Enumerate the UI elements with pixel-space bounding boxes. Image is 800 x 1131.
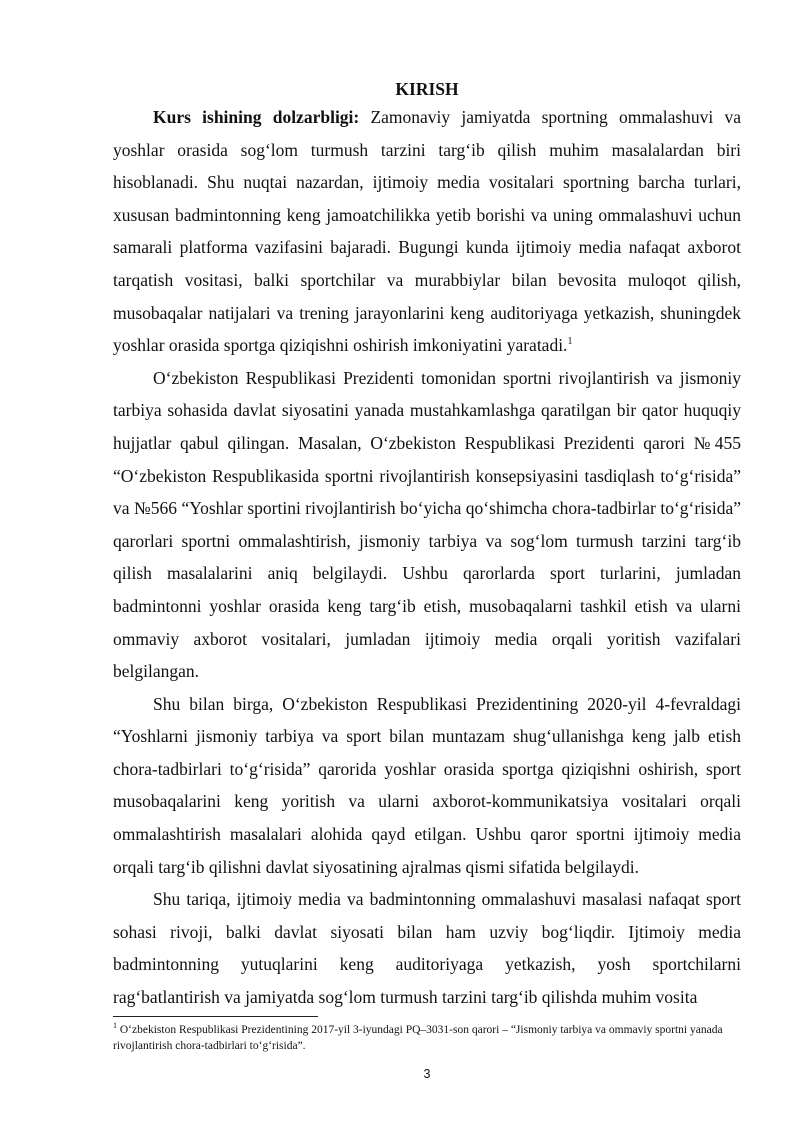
- footnote-mark: 1: [113, 1021, 117, 1031]
- footnote-separator: [113, 1016, 318, 1017]
- footnote-reference[interactable]: 1: [567, 336, 573, 348]
- paragraph-conclusion: Shu tariqa, ijtimoiy media va badmintonning ommalashuvi masalasi nafaqat sport sohasi rivoji, balki davlat siyosati bilan ham uzviy bog‘liqdir. Ijtimoiy media badmintonning yutuqlarini keng auditoriyaga yetkazish, yosh sportchilarni rag‘batlantirish va jamiyatda sog‘lom turmush tarzini targ‘ib qilishda muhim vosita: [113, 889, 741, 1008]
- body-text: [113, 101, 741, 1014]
- footnote: [113, 1022, 741, 1054]
- paragraph-2020-decree: Shu bilan birga, O‘zbekiston Respublikasi Prezidentining 2020-yil 4-fevraldagi “Yoshlarni jismoniy tarbiya va sport bilan muntazam shug‘ullanishga keng jalb etish chora-tadbirlari to‘g‘risida” qarorida yoshlar orasida sportga qiziqishni oshirish, sport musobaqalarini keng yoritish va ularni axborot-kommunikatsiya vositalari orqali ommalashtirish masalalari alohida qayd etilgan. Ushbu qaror sportni ijtimoiy media orqali targ‘ib qilishni davlat siyosatining ajralmas qismi sifatida belgilaydi.: [113, 693, 741, 877]
- paragraph-presidential-decrees: O‘zbekiston Respublikasi Prezidenti tomonidan sportni rivojlantirish va jismoniy tarbiya sohasida davlat siyosatini yanada mustahkamlashga qaratilgan bir qator huquqiy hujjatlar qabul qilingan. Masalan, O‘zbekiston Respublikasi Prezidenti qarori №455 “O‘zbekiston Respublikasida sportni rivojlantirish konsepsiyasini tasdiqlash to‘g‘risida” va №566 “Yoshlar sportini rivojlantirish bo‘yicha qo‘shimcha chora-tadbirlar to‘g‘risida” qarorlari sportni ommalashtirish, jismoniy tarbiya va sog‘lom turmush tarzini targ‘ib qilish masalalarini aniq belgilaydi. Ushbu qarorlarda sport turlarini, jumladan badmintonni yoshlar orasida keng targ‘ib etish, musobaqalarni tashkil etish va ularni ommaviy axborot vositalari, jumladan ijtimoiy media orqali yoritish vazifalari belgilangan.: [113, 367, 741, 682]
- section-heading: KIRISH: [395, 79, 459, 99]
- paragraph-relevance: [113, 101, 741, 362]
- paragraph-lead: Kurs ishining dolzarbligi:: [153, 107, 360, 127]
- page-number: 3: [423, 1067, 431, 1081]
- paragraph-text: Zamonaviy jamiyatda sportning ommalashuvi va yoshlar orasida sog‘lom turmush tarzini targ‘ib qilish muhim masalalardan biri hisoblanadi. Shu nuqtai nazardan, ijtimoiy media vositalari sportning barcha turlari, xususan badmintonning keng jamoatchilikka yetib borishi va uning ommalashuvi uchun samarali platforma vazifasini bajaradi. Bugungi kunda ijtimoiy media nafaqat axborot tarqatish vositasi, balki sportchilar va murabbiylar bilan bevosita muloqot qilish, musobaqalar natijalari va trening jarayonlarini keng auditoriyaga yetkazish, shuningdek yoshlar orasida sportga qiziqishni oshirish imkoniyatini yaratadi.: [113, 107, 741, 356]
- footnote-text: O‘zbekiston Respublikasi Prezidentining 2017-yil 3-iyundagi PQ–3031-son qarori – “Jismoniy tarbiya va ommaviy sportni yanada rivojlantirish chora-tadbirlari to‘g‘risida”.: [113, 1024, 723, 1052]
- document-page: [113, 0, 741, 1131]
